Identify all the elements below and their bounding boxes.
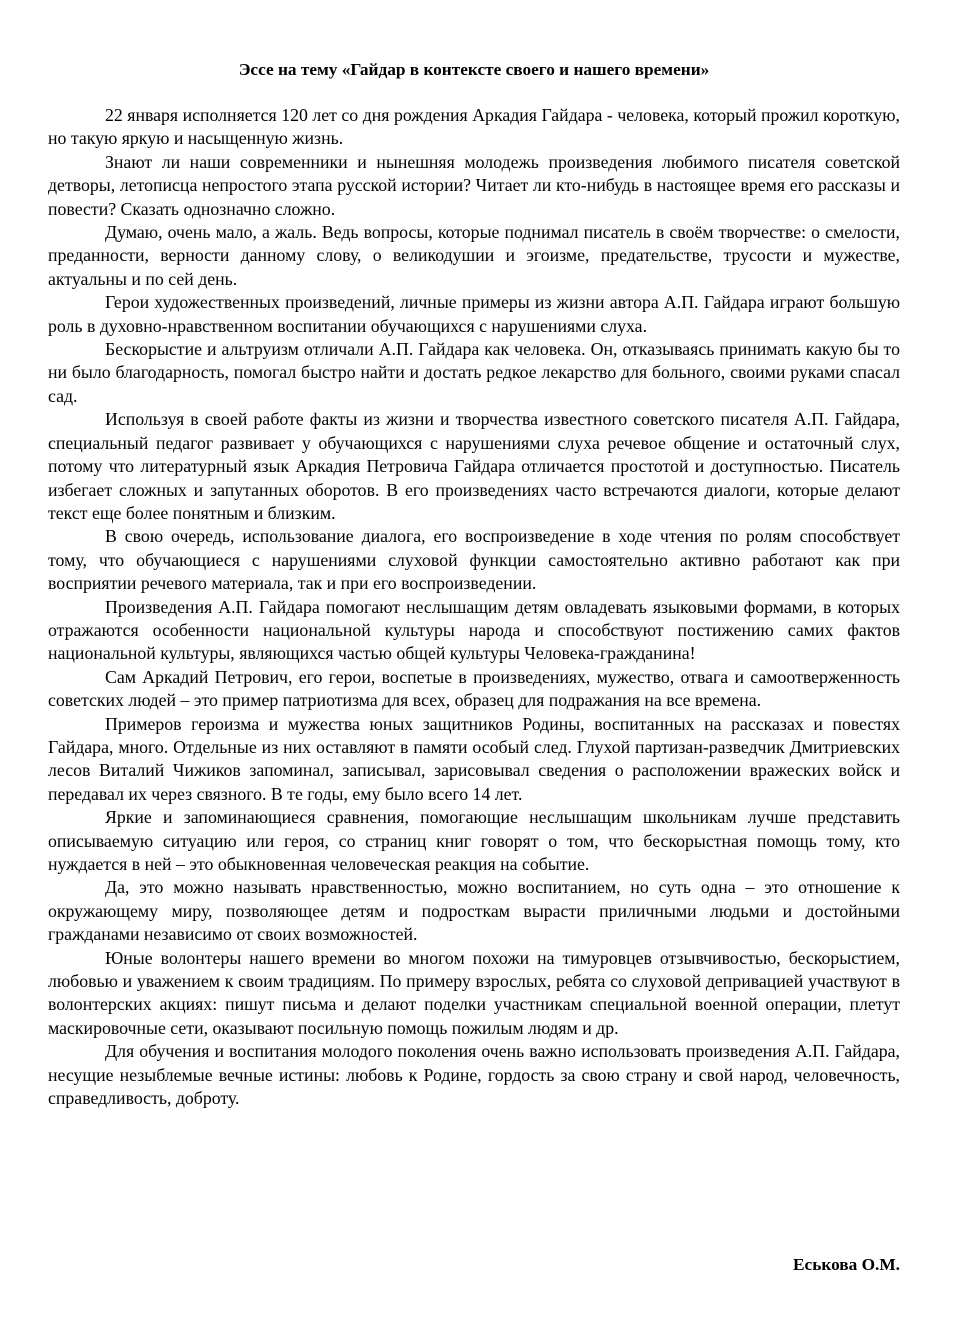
paragraph-9: Сам Аркадий Петрович, его герои, воспетые в произведениях, мужество, отвага и самоотверженность советских людей – это пример патриотизма для всех, образец для подражания на все времена. — [48, 666, 900, 711]
paragraph-4: Герои художественных произведений, личные примеры из жизни автора А.П. Гайдара играют большую роль в духовно-нравственном воспитании обучающихся с нарушениями слуха. — [48, 292, 900, 336]
author-signature: Еськова О.М. — [793, 1255, 900, 1274]
paragraph-8: Произведения А.П. Гайдара помогают неслышащим детям овладевать языковыми формами, в которых отражаются особенности национальной культуры народа и способствуют постижению самих фактов национальной культуры, являющихся частью общей культуры Человека-гражданина! — [48, 596, 900, 664]
document-body — [48, 104, 900, 1110]
paragraph-14: Для обучения и воспитания молодого поколения очень важно использовать произведения А.П. Гайдара, несущие незыблемые вечные истины: любовь к Родине, гордость за свою страну и свой народ, человечность, справедливость, доброту. — [48, 1041, 900, 1109]
paragraph-5: Бескорыстие и альтруизм отличали А.П. Гайдара как человека. Он, отказываясь принимать какую бы то ни было благодарность, помогал быстро найти и достать редкое лекарство для больного, своими руками спасал сад. — [48, 339, 900, 406]
paragraph-2: Знают ли наши современники и нынешняя молодежь произведения любимого писателя советской детворы, летописца непростого этапа русской истории? Читает ли кто-нибудь в настоящее время его рассказы и повести? Сказать однозначно сложно. — [48, 151, 900, 219]
paragraph-6: Используя в своей работе факты из жизни и творчества известного советского писателя А.П. Гайдара, специальный педагог развивает у обучающихся с нарушениями слуха речевое общение и остаточный слух, потому что литературный язык Аркадия Петровича Гайдара отличается простотой и доступностью. Писатель избегает сложных и запутанных оборотов. В его произведениях часто встречаются диалоги, которые делают текст еще более понятным и близким. — [48, 409, 900, 523]
paragraph-7: В свою очередь, использование диалога, его воспроизведение в ходе чтения по ролям способствует тому, что обучающиеся с нарушениями слуховой функции самостоятельно активно работают как при восприятии речевого материала, так и при его воспроизведении. — [48, 526, 900, 594]
paragraph-12: Да, это можно называть нравственностью, можно воспитанием, но суть одна – это отношение к окружающему миру, позволяющее детям и подросткам вырасти приличными людьми и достойными гражданами независимо от своих возможностей. — [48, 877, 900, 945]
paragraph-10: Примеров героизма и мужества юных защитников Родины, воспитанных на рассказах и повестях Гайдара, много. Отдельные из них оставляют в памяти особый след. Глухой партизан-разведчик Дмитриевских лесов Виталий Чижиков запоминал, записывал, зарисовывал сведения о расположении вражеских войск и передавал их через связного. В те годы, ему было всего 14 лет. — [48, 713, 900, 804]
document-page — [48, 0, 900, 1274]
paragraph-1: 22 января исполняется 120 лет со дня рождения Аркадия Гайдара - человека, который прожил короткую, но такую яркую и насыщенную жизнь. — [48, 105, 900, 149]
paragraph-3: Думаю, очень мало, а жаль. Ведь вопросы, которые поднимал писатель в своём творчестве: о смелости, преданности, верности данному слову, о великодушии и эгоизме, предательстве, трусости и мужестве, актуальны и по сей день. — [48, 222, 900, 289]
document-title: Эссе на тему «Гайдар в контексте своего и нашего времени» — [238, 60, 710, 79]
paragraph-11: Яркие и запоминающиеся сравнения, помогающие неслышащим школьникам лучше представить описываемую ситуацию или героя, со страниц книг говорят о том, что бескорыстная помощь тому, кто нуждается в ней – это обыкновенная человеческая реакция на событие. — [48, 807, 900, 874]
paragraph-13: Юные волонтеры нашего времени во многом похожи на тимуровцев отзывчивостью, бескорыстием, любовью и уважением к своим традициям. По примеру взрослых, ребята со слуховой депривацией участвуют в волонтерских акциях: пишут письма и делают поделки участникам специальной военной операции, плетут маскировочные сети, оказывают посильную помощь пожилым людям и др. — [48, 947, 900, 1038]
